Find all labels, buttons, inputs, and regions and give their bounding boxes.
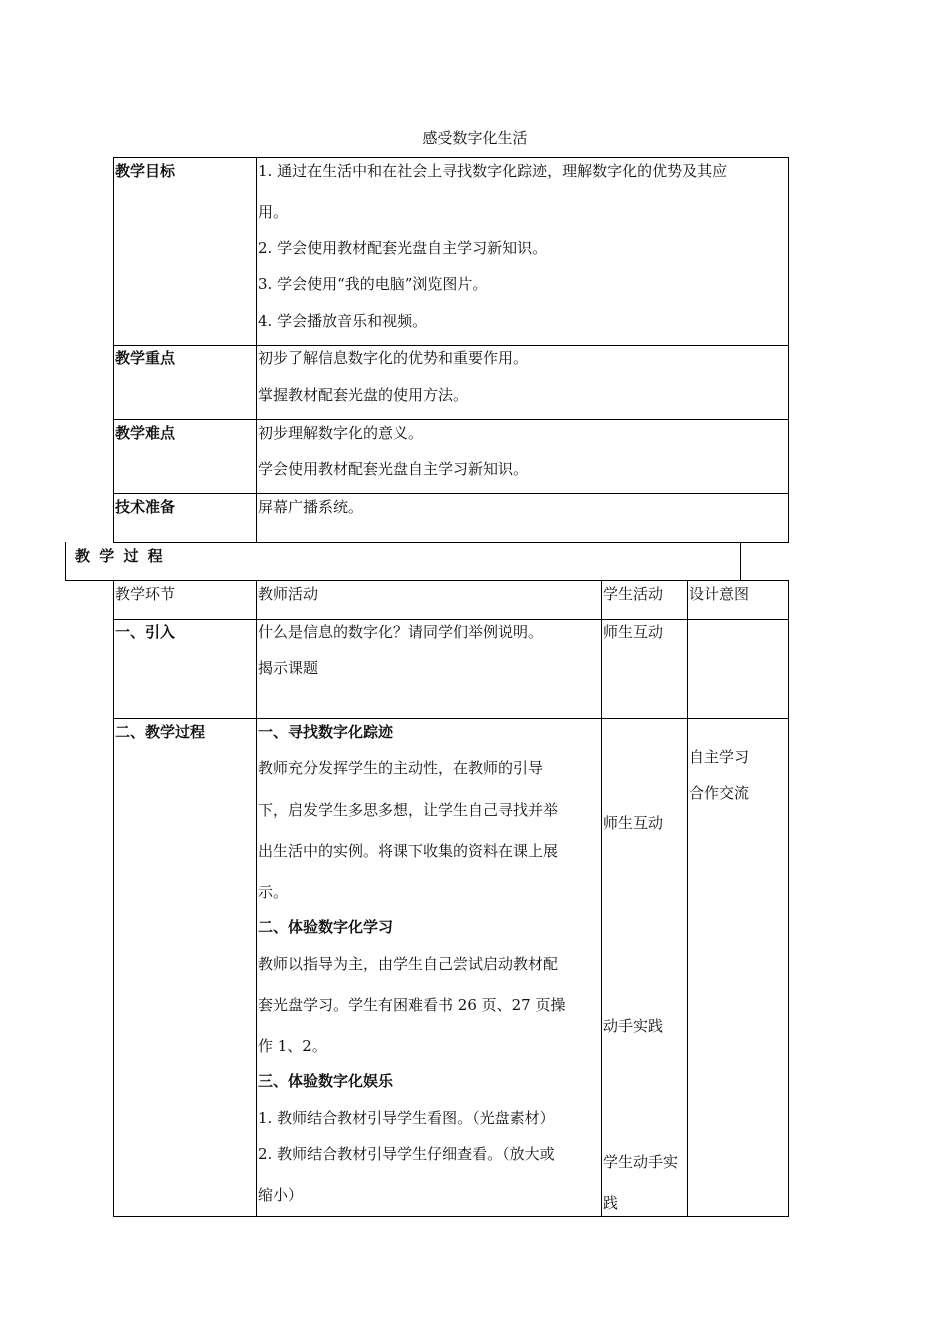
design-intent: 合作交流	[689, 784, 750, 802]
table1-border-top	[113, 157, 789, 158]
process-heading: 教 学 过 程	[75, 547, 165, 565]
key-point-line: 掌握教材配套光盘的使用方法。	[258, 386, 469, 404]
section-line: 示。	[258, 883, 289, 901]
table2-border-left	[113, 580, 114, 1217]
table2-col-divider	[687, 580, 688, 1217]
main-student-activity: 师生互动	[603, 814, 664, 832]
section-title: 三、体验数字化娱乐	[258, 1072, 394, 1090]
heading-box-right	[740, 542, 741, 581]
difficulties-label: 教学难点	[115, 424, 176, 442]
objective-line: 4. 学会播放音乐和视频。	[258, 312, 428, 330]
section-title: 二、体验数字化学习	[258, 918, 394, 936]
section-line: 下，启发学生多思多想，让学生自己寻找并举	[258, 801, 559, 819]
section-line: 出生活中的实例。将课下收集的资料在课上展	[258, 842, 559, 860]
intro-teacher-line: 揭示课题	[258, 659, 319, 677]
difficulty-line: 学会使用教材配套光盘自主学习新知识。	[258, 460, 529, 478]
design-intent: 自主学习	[689, 748, 750, 766]
key-points-label: 教学重点	[115, 349, 176, 367]
main-student-activity: 学生动手实	[603, 1153, 679, 1171]
table1-row-divider	[113, 419, 789, 420]
header-student: 学生活动	[603, 585, 664, 603]
header-design: 设计意图	[689, 585, 750, 603]
objectives-label: 教学目标	[115, 162, 176, 180]
intro-teacher-line: 什么是信息的数字化？请同学们举例说明。	[258, 623, 544, 641]
objective-line: 3. 学会使用“我的电脑”浏览图片。	[258, 275, 488, 293]
table2-col-divider	[601, 580, 602, 1217]
objective-line: 用。	[258, 203, 289, 221]
table1-row-divider	[113, 345, 789, 346]
intro-stage: 一、引入	[115, 623, 176, 641]
table1-col-divider	[256, 157, 257, 543]
preparation-label: 技术准备	[115, 498, 176, 516]
heading-box-bottom	[65, 580, 114, 581]
preparation-line: 屏幕广播系统。	[258, 498, 364, 516]
objective-line: 1. 通过在生活中和在社会上寻找数字化踪迹，理解数字化的优势及其应	[258, 162, 728, 180]
table2-border-right	[788, 580, 789, 1217]
main-stage: 二、教学过程	[115, 723, 206, 741]
table1-row-divider	[113, 493, 789, 494]
section-line: 套光盘学习。学生有困难看书 26 页、27 页操	[258, 996, 566, 1014]
difficulty-line: 初步理解数字化的意义。	[258, 424, 424, 442]
section-line: 缩小）	[258, 1186, 304, 1204]
header-stage: 教学环节	[115, 585, 176, 603]
header-teacher: 教师活动	[258, 585, 319, 603]
table1-border-bottom	[113, 542, 789, 543]
objective-line: 2. 学会使用教材配套光盘自主学习新知识。	[258, 239, 548, 257]
heading-box-left	[65, 542, 66, 581]
intro-student: 师生互动	[603, 623, 664, 641]
key-point-line: 初步了解信息数字化的优势和重要作用。	[258, 349, 529, 367]
table2-col-divider	[256, 580, 257, 1217]
main-student-activity: 践	[603, 1194, 619, 1212]
table1-border-right	[788, 157, 789, 543]
section-line: 2. 教师结合教材引导学生仔细查看。（放大或	[258, 1145, 555, 1163]
main-student-activity: 动手实践	[603, 1017, 664, 1035]
section-line: 教师充分发挥学生的主动性，在教师的引导	[258, 759, 544, 777]
section-line: 1. 教师结合教材引导学生看图。（光盘素材）	[258, 1109, 555, 1127]
section-line: 教师以指导为主，由学生自己尝试启动教材配	[258, 955, 559, 973]
section-title: 一、寻找数字化踪迹	[258, 723, 394, 741]
document-title: 感受数字化生活	[422, 129, 528, 147]
table1-border-left	[113, 157, 114, 543]
section-line: 作 1、2。	[258, 1037, 327, 1055]
